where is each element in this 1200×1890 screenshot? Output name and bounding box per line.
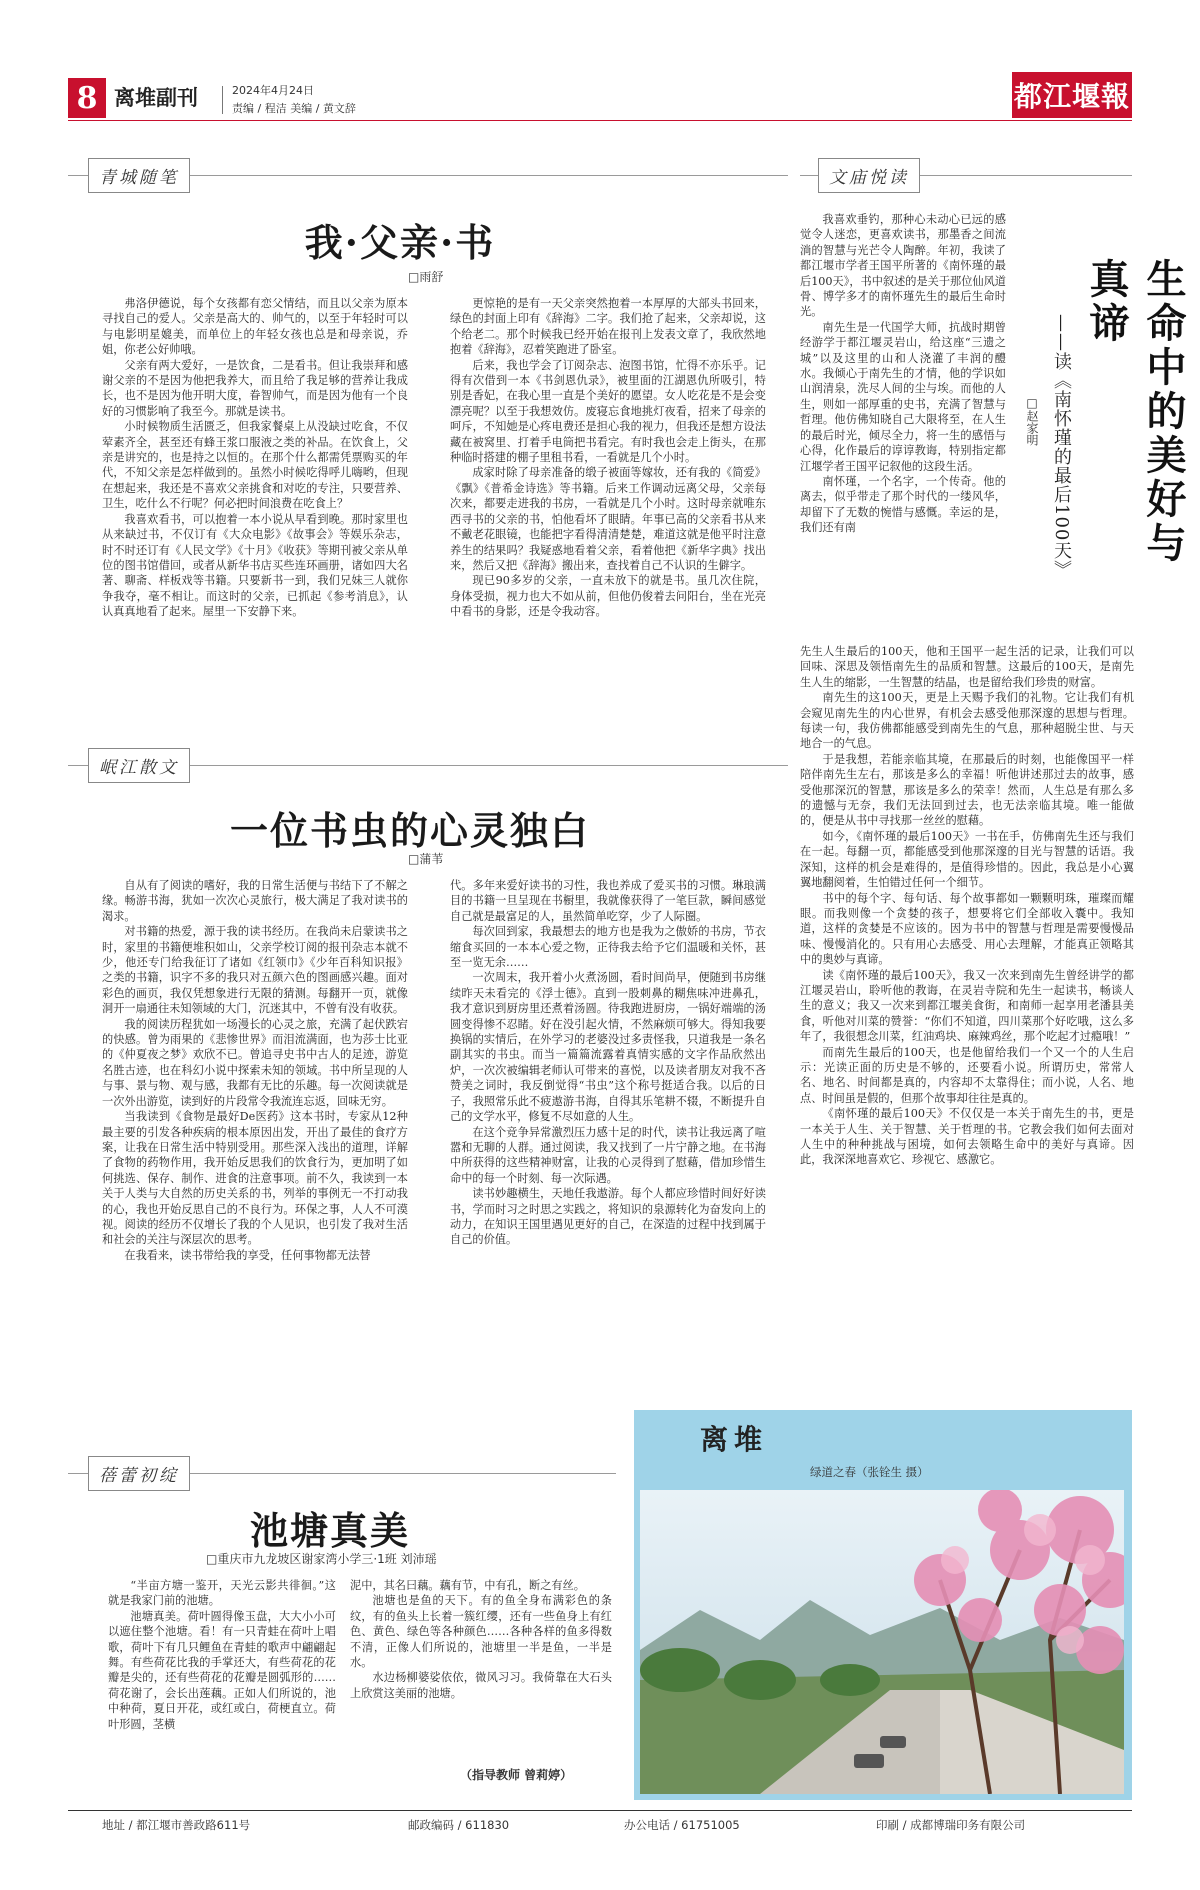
column-head-beilei <box>68 1456 616 1490</box>
issue-date: 2024年4月24日 <box>232 84 314 97</box>
paragraph: 现已90多岁的父亲，一直未放下的就是书。虽几次住院，身体受损，视力也大不如从前，但他仍俊着去问阳台，坐在光亮中看书的身影，还是令我动容。 <box>450 574 766 619</box>
article-body-col1 <box>102 296 408 720</box>
paragraph: 水边杨柳婆娑依依，微风习习。我倚靠在大石头上欣赏这美丽的池塘。 <box>350 1671 612 1700</box>
article-body-col1 <box>102 878 408 1394</box>
paragraph: 如今，《南怀瑾的最后100天》一书在手，仿佛南先生还与我们在一起。每翻一页，都能感受到他那深邃的目光与智慧的话语。我深知，这样的机会是难得的，是值得珍惜的。因此，我总是小心翼翼地翻阅着，生怕错过任何一个细节。 <box>800 829 1134 890</box>
article-body-col2 <box>450 296 766 720</box>
paragraph: 池塘也是鱼的天下。有的鱼全身布满彩色的条纹，有的鱼头上长着一簇红缨，还有一些鱼身上有红色、黄色、绿色等各种颜色……各种各样的鱼多得数不清，正像人们所说的，池塘里一半是鱼，一半是水。 <box>350 1594 612 1670</box>
article-title: 我·父亲·书 <box>304 220 496 265</box>
paragraph: 父亲有两大爱好，一是饮食，二是看书。但让我崇拜和感谢父亲的不是因为他把我养大，而且给了我足够的营养让我成长，也不是因为他开明大度，眷智帅气，而是因为他有一个良好的习惯影响了我至今。那就是读书。 <box>102 358 408 418</box>
column-head-qingcheng <box>68 158 788 192</box>
article-body-bottom <box>800 644 1134 1394</box>
paragraph: 南怀瑾，一个名字，一个传奇。他的离去，似乎带走了那个时代的一缕风华，却留下了无数的惋惜与感慨。幸运的是，我们还有南 <box>800 474 1006 535</box>
paragraph: 于是我想，若能亲临其境，在那最后的时刻，也能像国平一样陪伴南先生左右，那该是多么的幸福！听他讲述那过去的故事，感受他那深沉的智慧，那该是多么的荣幸！然而，人生总是有那么多的遗憾与无奈，我们无法回到过去，也无法亲临其境。唯一能做的，便是从书中寻找那一丝丝的慰藉。 <box>800 752 1134 828</box>
article-title: 池塘真美 <box>249 1508 410 1553</box>
paragraph: 代。多年来爱好读书的习性，我也养成了爱买书的习惯。琳琅满目的书籍一旦呈现在书橱里，我就像获得了一笔巨款，瞬间感觉自己就是最富足的人，虽然简单吃穿，少了人际圈。 <box>450 879 766 923</box>
article-subtitle: ——读《南怀瑾的最后100天》 <box>1051 314 1072 580</box>
footer-postcode: 邮政编码 / 611830 <box>408 1818 510 1832</box>
article-byline: □雨舒 <box>408 270 444 284</box>
article-body-top <box>800 212 1006 642</box>
paragraph: 当我读到《食物是最好De医药》这本书时，专家从12种最主要的引发各种疾病的根本原因出发，开出了最佳的食疗方案，让我在日常生活中特别受用。那些深入浅出的道理，详解了食物的药物作用，我开始反思我们的饮食行为，更加明了如何挑选、保存、制作、进食的注意事项。前不久，我读到一本关于人类与大自然的历史关系的书，列举的事例无一不打动我的心，我也开始反思自己的不良行为。环保之事，人人不可漠视。阅读的经历不仅增长了我的个人见识，也引发了我对生活和社会的关注与深层次的思考。 <box>102 1110 408 1247</box>
header-rule <box>68 120 1132 121</box>
article-byline: □重庆市九龙坡区谢家湾小学三·1班 刘沛瑶 <box>206 1552 437 1566</box>
newspaper-logo: 都江堰報 <box>1012 72 1132 118</box>
paragraph: 我喜欢垂钓，那种心未动心已远的感觉令人迷恋，更喜欢读书，那墨香之间流淌的智慧与光芒令人陶醉。年初，我读了都江堰市学者王国平所著的《南怀瑾的最后100天》，书中叙述的是关于那位仙风道骨、博学多才的南怀瑾先生的最后生命时光。 <box>800 213 1006 319</box>
paragraph: 泥中，其名曰藕。藕有节，中有孔，断之有丝。 <box>350 1579 585 1592</box>
paragraph: 弗洛伊德说，每个女孩都有恋父情结，而且以父亲为原本寻找自己的爱人。父亲是高大的、帅气的，以至于年轻时可以与电影明星媲美，而单位上的年轻女孩也总是和母亲说，乔姐，你老公好帅哦。 <box>102 297 408 357</box>
paragraph: 池塘真美。荷叶圆得像玉盘，大大小小可以遮住整个池塘。看！有一只青蛙在荷叶上唱歌，荷叶下有几只鲤鱼在青蛙的歌声中翩翩起舞。有些荷花比我的手掌还大，有些荷花的花瓣是尖的，还有些荷花的花瓣是圆弧形的……荷花谢了，会长出莲藕。正如人们所说的，池中种荷，夏日开花，或红或白，荷梗直立。荷叶形圆，茎横 <box>108 1609 336 1731</box>
column-head-wenmiao <box>800 158 1132 192</box>
paragraph: 对书籍的热爱，源于我的读书经历。在我尚未启蒙读书之时，家里的书籍便堆积如山，父亲学校订阅的报刊杂志本就不少，他还专门给我征订了诸如《红领巾》《少年百科知识报》之类的书籍，识字不多的我只对五颜六色的图画感兴趣。面对彩色的画页，我仅凭想象进行无限的猜测。每翻开一页，就像洞开一扇通往未知领域的大门，沉迷其中，不曾有没有收获。 <box>102 925 408 1016</box>
article-title: 一位书虫的心灵独白 <box>229 808 590 853</box>
paragraph: 我的阅读历程犹如一场漫长的心灵之旅，充满了起伏跌宕的快感。曾为雨果的《悲惨世界》而泪流满面，也为莎士比亚的《仲夏夜之梦》欢欣不已。曾追寻史书中古人的足迹，游览名胜古迹，也在科幻小说中探索未知的领域。书中所呈现的人与事、景与物、观与感，我都有无比的乐趣。每一次阅读就是一次外出游览，读到好的片段常令我流连忘返，回味无穷。 <box>102 1017 408 1108</box>
page-number: 8 <box>68 78 106 118</box>
header-separator <box>222 86 223 114</box>
spring-greenway-photo <box>640 1490 1124 1794</box>
column-label: 岷江散文 <box>88 748 190 783</box>
footer-address: 地址 / 都江堰市善政路611号 <box>102 1818 251 1832</box>
article-byline: □蒲苇 <box>408 852 444 866</box>
editors: 责编 / 程洁 美编 / 黄文辞 <box>232 102 356 115</box>
paragraph: 在我看来，读书带给我的享受，任何事物都无法替 <box>124 1248 371 1262</box>
section-title: 离堆副刊 <box>114 86 198 110</box>
paragraph: 而南先生最后的100天，也是他留给我们一个又一个的人生启示：光读正面的历史是不够的，还要看小说。所谓历史，常常人名、地名、时间都是真的，内容却不太靠得住；而小说，人名、地点、时间虽是假的，但那个故事却往往是真的。 <box>800 1045 1134 1105</box>
paragraph: 《南怀瑾的最后100天》不仅仅是一本关于南先生的书，更是一本关于人生、关于智慧、关于哲理的书。它教会我们如何去面对人生中的种种挑战与困境，如何去领略生命中的美好与真谛。因此，我深深地喜欢它、珍视它、感激它。 <box>800 1107 1134 1167</box>
paragraph: 后来，我也学会了订阅杂志、泡图书馆，忙得不亦乐乎。记得有次借到一本《书剑恩仇录》，被里面的江湖恩仇所吸引，特别是香妃，在我心里一直是个美好的愿望。女人吃花是不是会变漂亮呢？以至于我想效仿。废寝忘食地挑灯夜看，招来了母亲的呵斥，不知她是心疼电费还是担心我的视力，但我还是想方设法藏在被窝里、打着手电筒把书看完。有时我也会走上街头，在那种临时搭建的棚子里租书看，一看就是几个小时。 <box>450 358 766 465</box>
paragraph: 南先生的这100天，更是上天赐予我们的礼物。它让我们有机会窥见南先生的内心世界，有机会去感受他那深邃的思想与哲理。每读一句，我仿佛都能感受到南先生的气息，那种超脱尘世、与天地合一的气息。 <box>800 691 1134 751</box>
paragraph: 更惊艳的是有一天父亲突然抱着一本厚厚的大部头书回来，绿色的封面上印有《辞海》二字。我们抢了起来，父亲却说，这个给老二。那个时候我已经开始在报刊上发表文章了，我欣然地抱着《辞海》，忍着笑跑进了卧室。 <box>450 297 766 357</box>
article-title: 生命中的美好与真谛 <box>1083 258 1187 566</box>
article-byline: □赵家明 <box>1025 396 1039 446</box>
footer-phone: 办公电话 / 61751005 <box>624 1818 740 1832</box>
paragraph: 自从有了阅读的嗜好，我的日常生活便与书结下了不解之缘。畅游书海，犹如一次次心灵旅行，极大满足了我对读书的渴求。 <box>102 879 408 923</box>
paragraph: 一次周末，我开着小火煮汤圆，看时间尚早，便随到书房继续昨天未看完的《浮士德》。直到一股刺鼻的糊焦味冲进鼻孔，我才意识到厨房里还煮着汤圆。待我跑进厨房，一锅好端端的汤圆变得惨不忍睹。好在没引起火情，不然麻烦可够大。得知我要换锅的实情后，在外学习的老婆没过多责怪我，只道我是一条名副其实的书虫。而当一篇篇流露着真情实感的文字作品欣然出炉，一次次被编辑老师认可带来的喜悦，以及读者朋友对我不吝赞美之词时，我反倒觉得“书虫”这个称号挺适合我。以后的日子，我照常乐此不疲遨游书海，自得其乐笔耕不辍，不断提升自己的文学水平，修复不尽如意的人生。 <box>450 971 766 1124</box>
paragraph: 读书妙趣横生，天地任我遨游。每个人都应珍惜时间好好读书，学而时习之时思之实践之，将知识的泉源转化为奋发向上的动力，在知识王国里遇见更好的自己，在深造的过程中找到属于自己的价值。 <box>450 1187 766 1247</box>
teacher-credit: （指导教师 曾莉婷） <box>460 1768 573 1782</box>
paragraph: 书中的每个字、每句话、每个故事都如一颗颗明珠，璀璨而耀眼。而我则像一个贪婪的孩子，想要将它们全部收入囊中。我知道，这样的贪婪是不应该的。因为书中的智慧与哲理是需要慢慢品味、慢慢消化的。只有用心去感受、用心去理解，才能真正领略其中的奥妙与真谛。 <box>800 891 1134 967</box>
paragraph: 小时候物质生活匮乏，但我家餐桌上从没缺过吃食，不仅荤素齐全，甚至还有蜂王浆口服液之类的补品。在饮食上，父亲是讲究的，也是持之以恒的。在那个什么都需凭票购买的年代，不知父亲是怎样做到的。虽然小时候吃得呼儿嗨哟，但现在想起来，我还是不喜欢父亲挑食和对吃的专注，只要营养、卫生，吃什么不行呢？何必把时间浪费在吃食上？ <box>102 420 408 511</box>
column-label: 青城随笔 <box>88 158 190 193</box>
article-body-col2 <box>350 1578 612 1764</box>
paragraph: 成家时除了母亲准备的缎子被面等嫁妆，还有我的《简爱》《飘》《普希金诗选》等书籍。后来工作调动远离父母，父亲每次来，都要走进我的书房，一看就是几个小时。这时母亲就唯东西寻书的父亲的书，怕他看坏了眼睛。年事已高的父亲看书从来不戴老花眼镜，也能把字看得清清楚楚，难道这就是他平时注意养生的结果吗？我疑惑地看着父亲，看着他把《新华字典》找出来，然后又把《辞海》搬出来，查找着自己不认识的生僻字。 <box>450 466 766 572</box>
photo-caption: 绿道之春（张铨生 摄） <box>810 1465 929 1479</box>
paragraph: 我喜欢看书，可以抱着一本小说从早看到晚。那时家里也从来缺过书，不仅订有《大众电影》《故事会》等娱乐杂志，时不时还订有《人民文学》《十月》《收获》等期刊被父亲从单位的图书馆借回，或者从新华书店买些连环画册，诸如四大名著、聊斋、样板戏等书籍。只要新书一到，我们兄妹三人就你争我夺，毫不相让。而这时的父亲，已抓起《参考消息》，认认真真地看了起来。屋里一下安静下来。 <box>102 512 408 619</box>
footer-printer: 印刷 / 成都博瑞印务有限公司 <box>876 1818 1026 1832</box>
paragraph: 先生人生最后的100天，他和王国平一起生活的记录，让我们可以回味、深思及领悟南先生的品质和智慧。这最后的100天，是南先生人生的缩影，一生智慧的结晶，也是留给我们珍贵的财富。 <box>800 645 1134 689</box>
article-body-col2 <box>450 878 766 1394</box>
article-body-col1 <box>108 1578 336 1800</box>
paragraph: “半亩方塘一鉴开，天光云影共徘徊。”这就是我家门前的池塘。 <box>108 1579 336 1608</box>
column-label: 文庙悦读 <box>818 158 920 193</box>
column-label: 蓓蕾初绽 <box>88 1456 190 1491</box>
photo-heading: 离堆 <box>700 1423 769 1456</box>
paragraph: 在这个竞争异常激烈压力感十足的时代，读书让我远离了喧嚣和无聊的人群。通过阅读，我又找到了一片宁静之地。在书海中所获得的这些精神财富，让我的心灵得到了慰藉，借加珍惜生命中的每一个时刻、每一次际遇。 <box>450 1125 766 1185</box>
paragraph: 每次回到家，我最想去的地方也是我为之傲娇的书房，节衣缩食买回的一本本心爱之物，正待我去给予它们温暖和关怀，甚至一览无余…… <box>450 925 766 970</box>
footer-rule <box>68 1810 1132 1811</box>
paragraph: 南先生是一代国学大师，抗战时期曾经游学于都江堰灵岩山，给这座“三遗之城”以及这里的山和人浇灌了丰润的醴水。我倾心于南先生的才情，他的学识如山润清泉，洗尽人间的尘与埃。而他的人生，则如一部厚重的史书，充满了智慧与哲理。他仿佛知晓自己大限将至，在人生的最后时光，倾尽全力，将一生的感悟与心得，化作最后的谆谆教诲，特别指定都江堰学者王国平记叙他的这段生活。 <box>800 320 1006 473</box>
column-head-minjiang <box>68 748 788 782</box>
paragraph: 读《南怀瑾的最后100天》，我又一次来到南先生曾经讲学的都江堰灵岩山，聆听他的教诲，在灵岩寺院和先生一起读书，畅谈人生的意义；我又一次来到都江堰美食街，和南师一起享用老潘县美食，听他对川菜的赞誉：“你们不知道，四川菜那个好吃哦，这么多年了，我很想念川菜，红油鸡块、麻辣鸡丝，那个吃起才过瘾哦！” <box>800 968 1134 1044</box>
